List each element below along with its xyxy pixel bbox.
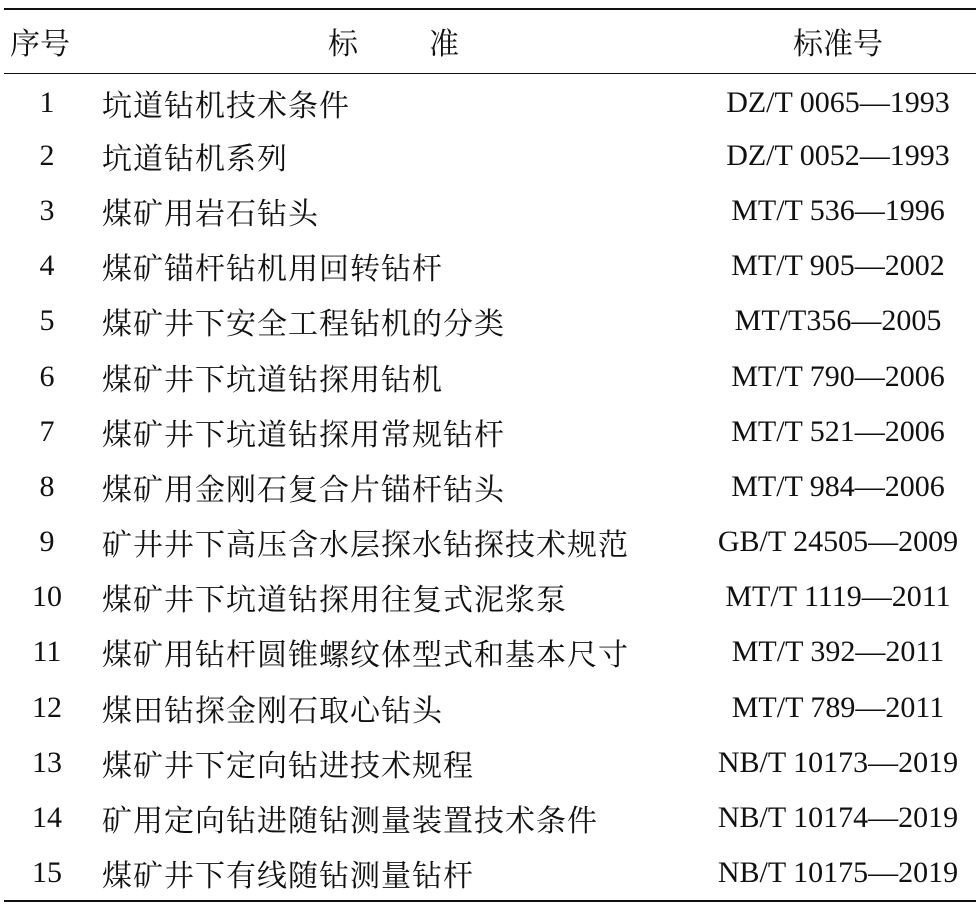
table-row	[4, 735, 976, 790]
row-serial-number: 9	[39, 525, 55, 559]
row-serial-number: 13	[32, 745, 62, 779]
row-standard-name: 煤矿用金刚石复合片锚杆钻头	[102, 472, 505, 508]
row-standard-name: 坑道钻机技术条件	[102, 88, 350, 124]
table-row	[4, 846, 976, 901]
row-standard-name: 煤矿井下定向钻进技术规程	[102, 748, 474, 784]
table-row	[4, 570, 976, 625]
row-standard-code: MT/T 789—2011	[731, 690, 945, 724]
row-serial-number: 1	[39, 85, 55, 119]
row-standard-name: 煤矿井下有线随钻测量钻杆	[90, 846, 698, 901]
table-row	[4, 73, 976, 128]
row-standard-name: 煤矿井下安全工程钻机的分类	[102, 307, 505, 343]
row-standard-code: MT/T 521—2006	[731, 414, 945, 448]
row-serial-number: 6	[39, 359, 55, 393]
table-row	[4, 349, 976, 404]
row-standard-name: 矿用定向钻进随钻测量装置技术条件	[102, 804, 598, 840]
header-serial-number: 序号	[4, 9, 90, 73]
row-standard-code: NB/T 10173—2019	[717, 745, 959, 779]
row-standard-name: 煤矿用钻杆圆锥螺纹体型式和基本尺寸	[102, 638, 629, 674]
table-row	[4, 459, 976, 514]
header-standard	[90, 9, 698, 73]
table-row	[4, 239, 976, 294]
table-row	[4, 680, 976, 735]
row-standard-name: 煤矿井下坑道钻探用往复式泥浆泵	[102, 583, 567, 619]
header-standard-part2: 准	[429, 27, 460, 63]
header-standard-part1: 标	[328, 27, 359, 63]
row-serial-number: 2	[39, 138, 55, 172]
row-standard-code: MT/T 392—2011	[731, 635, 945, 669]
row-serial-number: 5	[39, 304, 55, 338]
row-serial-number: 7	[39, 414, 55, 448]
row-standard-name: 煤田钻探金刚石取心钻头	[102, 693, 443, 729]
row-standard-name: 坑道钻机系列	[102, 141, 288, 177]
row-standard-name: 煤矿用岩石钻头	[102, 196, 319, 232]
table-header	[4, 9, 976, 73]
table-body	[4, 73, 976, 901]
table-row	[4, 625, 976, 680]
standards-table	[4, 8, 976, 902]
header-row	[4, 9, 976, 73]
row-standard-code: MT/T 984—2006	[731, 469, 945, 503]
row-standard-name: 煤矿锚杆钻机用回转钻杆	[102, 252, 443, 288]
table-row	[4, 515, 976, 570]
row-serial-number: 14	[32, 801, 62, 835]
table-row	[4, 183, 976, 238]
row-serial-number: 15	[4, 846, 90, 901]
table-row	[4, 294, 976, 349]
row-standard-name: 煤矿井下坑道钻探用常规钻杆	[102, 417, 505, 453]
row-standard-code: MT/T356—2005	[734, 304, 942, 338]
row-serial-number: 8	[39, 469, 55, 503]
row-standard-code: NB/T 10175—2019	[698, 846, 976, 901]
table-row	[4, 128, 976, 183]
table-row	[4, 790, 976, 845]
row-standard-code: DZ/T 0065—1993	[726, 85, 950, 119]
row-serial-number: 3	[39, 193, 55, 227]
row-serial-number: 11	[32, 635, 62, 669]
header-standard-number: 标准号	[698, 9, 976, 73]
row-standard-name: 煤矿井下坑道钻探用钻机	[102, 362, 443, 398]
row-serial-number: 12	[32, 690, 62, 724]
row-serial-number: 10	[32, 580, 62, 614]
row-standard-code: GB/T 24505—2009	[717, 525, 959, 559]
row-standard-code: MT/T 905—2002	[731, 249, 945, 283]
row-standard-code: MT/T 1119—2011	[725, 580, 951, 614]
row-standard-name: 矿井井下高压含水层探水钻探技术规范	[102, 528, 629, 564]
row-standard-code: DZ/T 0052—1993	[726, 138, 950, 172]
row-standard-code: NB/T 10174—2019	[717, 801, 959, 835]
table-row	[4, 404, 976, 459]
row-serial-number: 4	[39, 249, 55, 283]
row-standard-code: MT/T 536—1996	[731, 193, 945, 227]
row-standard-code: MT/T 790—2006	[731, 359, 945, 393]
